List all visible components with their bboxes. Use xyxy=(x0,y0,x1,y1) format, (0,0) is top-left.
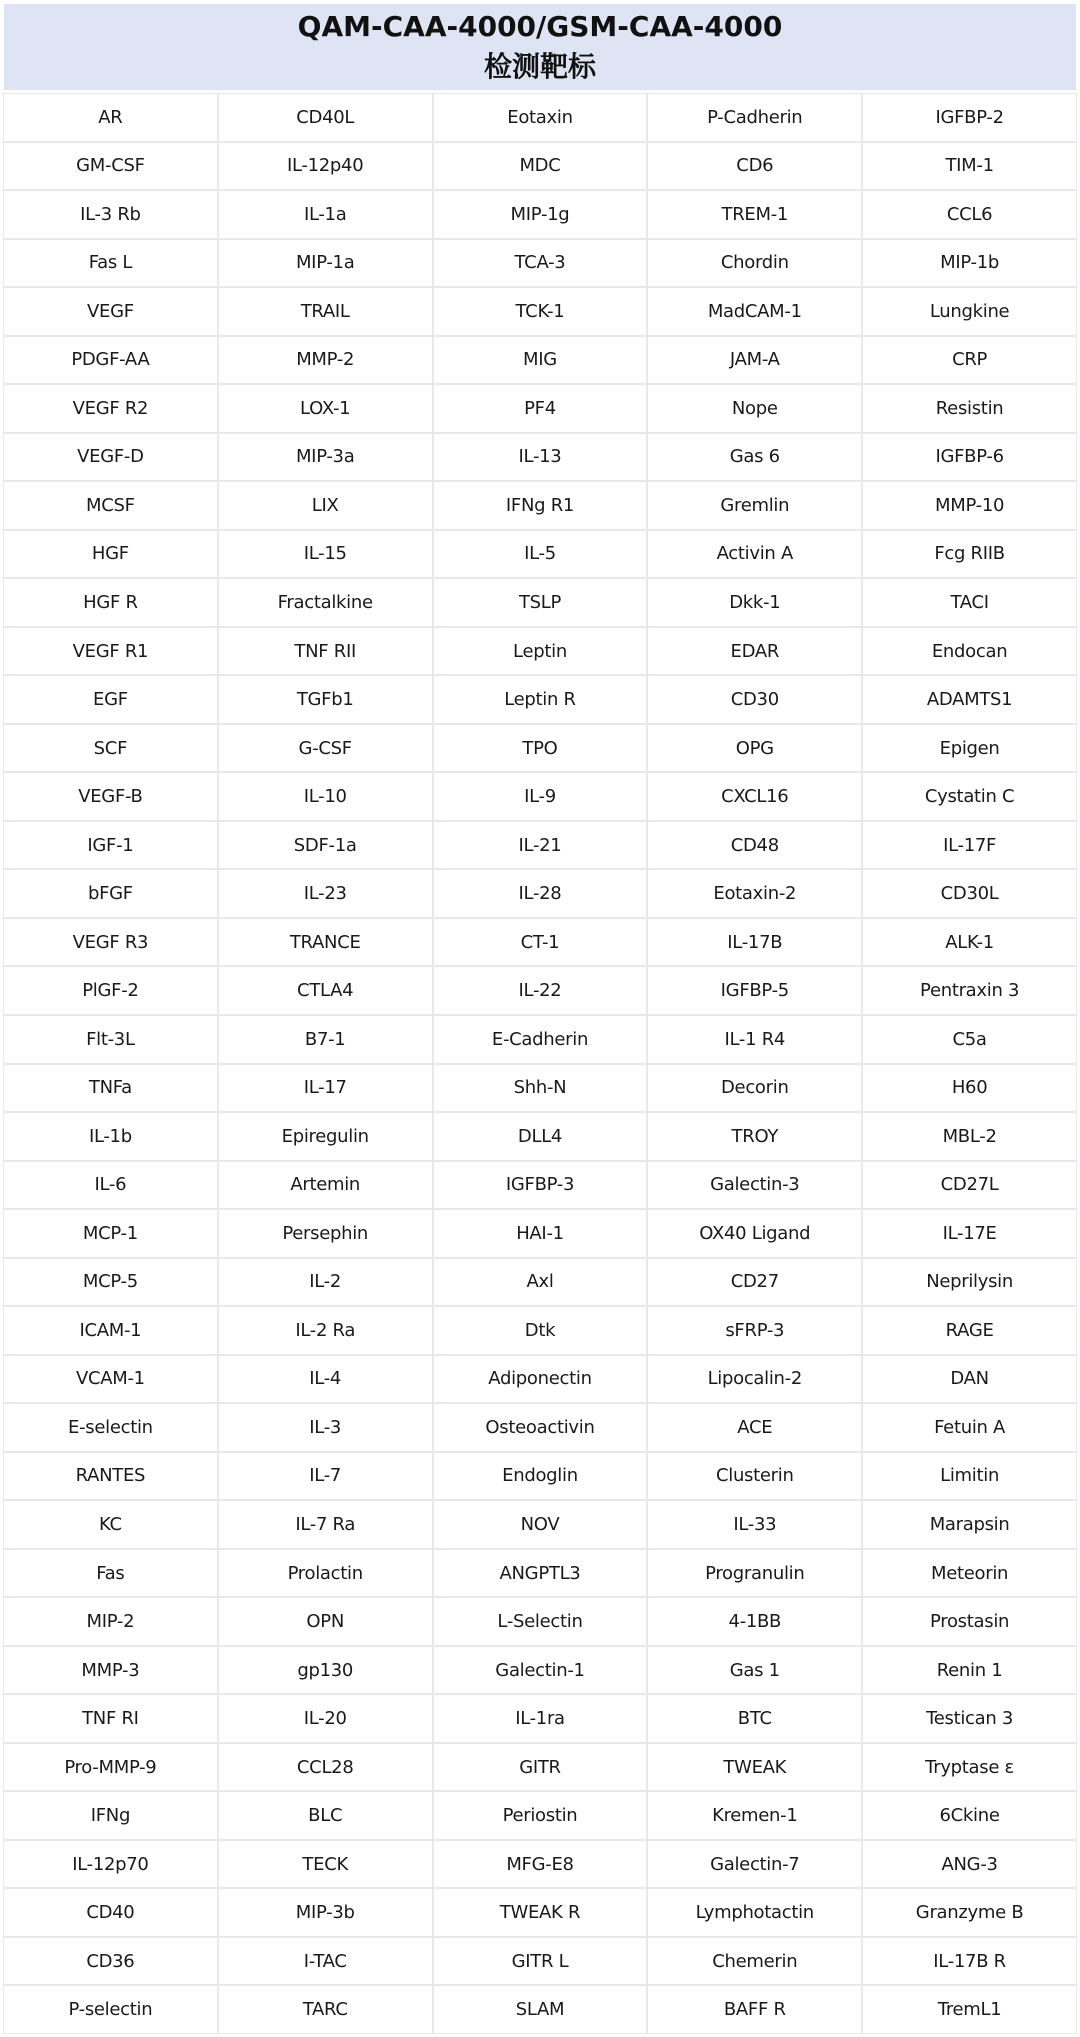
table-header xyxy=(4,4,1076,90)
table-cell: Meteorin xyxy=(863,1550,1076,1597)
table-cell: IL-28 xyxy=(434,870,647,917)
table-cell: Chordin xyxy=(648,240,861,287)
table-cell: IL-15 xyxy=(219,531,432,578)
table-cell: TRAIL xyxy=(219,288,432,335)
table-cell: C5a xyxy=(863,1016,1076,1063)
table-cell: MIP-1g xyxy=(434,191,647,238)
table-cell: Persephin xyxy=(219,1210,432,1257)
table-cell: sFRP-3 xyxy=(648,1307,861,1354)
table-cell: IL-22 xyxy=(434,967,647,1014)
table-cell: Pentraxin 3 xyxy=(863,967,1076,1014)
table-cell: BAFF R xyxy=(648,1986,861,2033)
table-cell: MadCAM-1 xyxy=(648,288,861,335)
table-cell: OPG xyxy=(648,725,861,772)
table-cell: Fas L xyxy=(4,240,217,287)
table-cell: Resistin xyxy=(863,385,1076,432)
table-cell: IGF-1 xyxy=(4,822,217,869)
table-cell: CT-1 xyxy=(434,919,647,966)
table-cell: MBL-2 xyxy=(863,1113,1076,1160)
table-cell: H60 xyxy=(863,1065,1076,1112)
table-cell: Epiregulin xyxy=(219,1113,432,1160)
table-cell: TROY xyxy=(648,1113,861,1160)
table-cell: MMP-2 xyxy=(219,337,432,384)
table-title: QAM-CAA-4000/GSM-CAA-4000 xyxy=(297,10,783,43)
table-cell: Eotaxin xyxy=(434,94,647,141)
table-cell: TCA-3 xyxy=(434,240,647,287)
table-cell: Pro-MMP-9 xyxy=(4,1744,217,1791)
table-cell: ANG-3 xyxy=(863,1841,1076,1888)
table-cell: IL-12p40 xyxy=(219,143,432,190)
table-cell: ACE xyxy=(648,1404,861,1451)
table-cell: IL-17F xyxy=(863,822,1076,869)
table-cell: TREM-1 xyxy=(648,191,861,238)
table-cell: MCP-1 xyxy=(4,1210,217,1257)
table-cell: PDGF-AA xyxy=(4,337,217,384)
table-cell: TIM-1 xyxy=(863,143,1076,190)
table-cell: SLAM xyxy=(434,1986,647,2033)
table-cell: Galectin-1 xyxy=(434,1647,647,1694)
table-cell: Artemin xyxy=(219,1162,432,1209)
table-cell: Progranulin xyxy=(648,1550,861,1597)
table-cell: IGFBP-2 xyxy=(863,94,1076,141)
table-cell: EDAR xyxy=(648,628,861,675)
table-cell: HAI-1 xyxy=(434,1210,647,1257)
table-cell: SDF-1a xyxy=(219,822,432,869)
table-cell: IL-23 xyxy=(219,870,432,917)
table-cell: IL-4 xyxy=(219,1356,432,1403)
table-cell: IL-10 xyxy=(219,773,432,820)
table-cell: OPN xyxy=(219,1598,432,1645)
table-cell: CD6 xyxy=(648,143,861,190)
table-cell: DAN xyxy=(863,1356,1076,1403)
table-cell: Adiponectin xyxy=(434,1356,647,1403)
table-cell: P-selectin xyxy=(4,1986,217,2033)
table-cell: IL-12p70 xyxy=(4,1841,217,1888)
table-cell: JAM-A xyxy=(648,337,861,384)
table-cell: 4-1BB xyxy=(648,1598,861,1645)
table-cell: CTLA4 xyxy=(219,967,432,1014)
table-cell: P-Cadherin xyxy=(648,94,861,141)
table-cell: bFGF xyxy=(4,870,217,917)
table-cell: Lungkine xyxy=(863,288,1076,335)
table-cell: CCL28 xyxy=(219,1744,432,1791)
table-cell: Nope xyxy=(648,385,861,432)
table-cell: CD36 xyxy=(4,1938,217,1985)
table-cell: IL-20 xyxy=(219,1695,432,1742)
table-cell: CRP xyxy=(863,337,1076,384)
table-cell: IL-9 xyxy=(434,773,647,820)
table-cell: MIP-3b xyxy=(219,1889,432,1936)
table-cell: Shh-N xyxy=(434,1065,647,1112)
table-cell: Gas 6 xyxy=(648,434,861,481)
table-cell: TACI xyxy=(863,579,1076,626)
table-cell: Cystatin C xyxy=(863,773,1076,820)
table-cell: OX40 Ligand xyxy=(648,1210,861,1257)
table-cell: ADAMTS1 xyxy=(863,676,1076,723)
table-cell: MMP-10 xyxy=(863,482,1076,529)
table-cell: IFNg R1 xyxy=(434,482,647,529)
table-cell: CXCL16 xyxy=(648,773,861,820)
table-cell: IGFBP-6 xyxy=(863,434,1076,481)
table-cell: Periostin xyxy=(434,1792,647,1839)
table-cell: TCK-1 xyxy=(434,288,647,335)
table-cell: TGFb1 xyxy=(219,676,432,723)
table-cell: E-Cadherin xyxy=(434,1016,647,1063)
table-cell: IL-33 xyxy=(648,1501,861,1548)
table-cell: MIP-3a xyxy=(219,434,432,481)
table-cell: gp130 xyxy=(219,1647,432,1694)
table-cell: Galectin-7 xyxy=(648,1841,861,1888)
table-cell: E-selectin xyxy=(4,1404,217,1451)
table-cell: IL-3 Rb xyxy=(4,191,217,238)
table-cell: HGF xyxy=(4,531,217,578)
table-cell: BLC xyxy=(219,1792,432,1839)
table-cell: Gremlin xyxy=(648,482,861,529)
table-cell: VEGF-B xyxy=(4,773,217,820)
table-cell: Marapsin xyxy=(863,1501,1076,1548)
table-cell: ALK-1 xyxy=(863,919,1076,966)
table-cell: BTC xyxy=(648,1695,861,1742)
table-cell: 6Ckine xyxy=(863,1792,1076,1839)
table-cell: LOX-1 xyxy=(219,385,432,432)
table-cell: Dtk xyxy=(434,1307,647,1354)
table-cell: IL-17 xyxy=(219,1065,432,1112)
table-cell: Endocan xyxy=(863,628,1076,675)
table-cell: Leptin R xyxy=(434,676,647,723)
table-cell: DLL4 xyxy=(434,1113,647,1160)
table-cell: Activin A xyxy=(648,531,861,578)
table-cell: MIP-1b xyxy=(863,240,1076,287)
table-cell: VEGF R3 xyxy=(4,919,217,966)
table-cell: TWEAK xyxy=(648,1744,861,1791)
table-cell: IL-2 Ra xyxy=(219,1307,432,1354)
table-cell: IL-1 R4 xyxy=(648,1016,861,1063)
table-cell: NOV xyxy=(434,1501,647,1548)
table-cell: CD40 xyxy=(4,1889,217,1936)
table-cell: ANGPTL3 xyxy=(434,1550,647,1597)
table-cell: IL-2 xyxy=(219,1259,432,1306)
table-cell: IL-1b xyxy=(4,1113,217,1160)
table-cell: IL-1ra xyxy=(434,1695,647,1742)
table-cell: Fcg RIIB xyxy=(863,531,1076,578)
table-cell: B7-1 xyxy=(219,1016,432,1063)
table-cell: GITR L xyxy=(434,1938,647,1985)
table-cell: PF4 xyxy=(434,385,647,432)
table-cell: Tryptase ε xyxy=(863,1744,1076,1791)
table-cell: IL-17B R xyxy=(863,1938,1076,1985)
table-cell: IL-13 xyxy=(434,434,647,481)
table-cell: TNF RII xyxy=(219,628,432,675)
table-cell: LIX xyxy=(219,482,432,529)
table-cell: IL-6 xyxy=(4,1162,217,1209)
table-cell: SCF xyxy=(4,725,217,772)
table-cell: Kremen-1 xyxy=(648,1792,861,1839)
table-cell: TARC xyxy=(219,1986,432,2033)
table-cell: IGFBP-3 xyxy=(434,1162,647,1209)
table-cell: MDC xyxy=(434,143,647,190)
table-cell: IL-21 xyxy=(434,822,647,869)
table-cell: VEGF xyxy=(4,288,217,335)
table-cell: MMP-3 xyxy=(4,1647,217,1694)
target-grid xyxy=(4,94,1076,2033)
table-cell: IL-7 xyxy=(219,1453,432,1500)
table-cell: IFNg xyxy=(4,1792,217,1839)
table-cell: Epigen xyxy=(863,725,1076,772)
table-cell: VEGF R2 xyxy=(4,385,217,432)
table-cell: Lipocalin-2 xyxy=(648,1356,861,1403)
table-cell: CD48 xyxy=(648,822,861,869)
table-cell: CD40L xyxy=(219,94,432,141)
table-cell: MCP-5 xyxy=(4,1259,217,1306)
table-cell: RAGE xyxy=(863,1307,1076,1354)
table-cell: Flt-3L xyxy=(4,1016,217,1063)
table-cell: CD30 xyxy=(648,676,861,723)
table-cell: IL-3 xyxy=(219,1404,432,1451)
table-cell: IL-17E xyxy=(863,1210,1076,1257)
table-cell: Fractalkine xyxy=(219,579,432,626)
table-cell: IL-5 xyxy=(434,531,647,578)
table-subtitle: 检测靶标 xyxy=(483,50,596,83)
table-cell: TremL1 xyxy=(863,1986,1076,2033)
table-cell: Galectin-3 xyxy=(648,1162,861,1209)
table-cell: TRANCE xyxy=(219,919,432,966)
table-cell: Gas 1 xyxy=(648,1647,861,1694)
table-cell: Granzyme B xyxy=(863,1889,1076,1936)
table-cell: IL-1a xyxy=(219,191,432,238)
table-cell: VCAM-1 xyxy=(4,1356,217,1403)
table-cell: Decorin xyxy=(648,1065,861,1112)
table-cell: Prostasin xyxy=(863,1598,1076,1645)
table-cell: MFG-E8 xyxy=(434,1841,647,1888)
table-cell: VEGF-D xyxy=(4,434,217,481)
table-cell: RANTES xyxy=(4,1453,217,1500)
table-cell: TECK xyxy=(219,1841,432,1888)
table-cell: AR xyxy=(4,94,217,141)
table-cell: L-Selectin xyxy=(434,1598,647,1645)
table-cell: I-TAC xyxy=(219,1938,432,1985)
table-cell: Renin 1 xyxy=(863,1647,1076,1694)
table-cell: Clusterin xyxy=(648,1453,861,1500)
table-cell: MIP-2 xyxy=(4,1598,217,1645)
table-cell: Fetuin A xyxy=(863,1404,1076,1451)
table-cell: Prolactin xyxy=(219,1550,432,1597)
table-cell: G-CSF xyxy=(219,725,432,772)
table-cell: Limitin xyxy=(863,1453,1076,1500)
table-cell: ICAM-1 xyxy=(4,1307,217,1354)
table-cell: Fas xyxy=(4,1550,217,1597)
table-cell: TWEAK R xyxy=(434,1889,647,1936)
table-cell: Leptin xyxy=(434,628,647,675)
table-cell: Neprilysin xyxy=(863,1259,1076,1306)
table-cell: HGF R xyxy=(4,579,217,626)
table-cell: TNF RI xyxy=(4,1695,217,1742)
table-cell: TNFa xyxy=(4,1065,217,1112)
table-cell: Eotaxin-2 xyxy=(648,870,861,917)
table-cell: CCL6 xyxy=(863,191,1076,238)
table-cell: MCSF xyxy=(4,482,217,529)
table-cell: TPO xyxy=(434,725,647,772)
table-cell: Chemerin xyxy=(648,1938,861,1985)
table-cell: Lymphotactin xyxy=(648,1889,861,1936)
table-cell: Testican 3 xyxy=(863,1695,1076,1742)
table-cell: CD27L xyxy=(863,1162,1076,1209)
table-cell: MIP-1a xyxy=(219,240,432,287)
table-cell: GITR xyxy=(434,1744,647,1791)
table-cell: Dkk-1 xyxy=(648,579,861,626)
table-cell: CD27 xyxy=(648,1259,861,1306)
table-cell: IL-7 Ra xyxy=(219,1501,432,1548)
table-cell: CD30L xyxy=(863,870,1076,917)
table-cell: IGFBP-5 xyxy=(648,967,861,1014)
table-cell: Endoglin xyxy=(434,1453,647,1500)
table-cell: KC xyxy=(4,1501,217,1548)
table-cell: VEGF R1 xyxy=(4,628,217,675)
table-cell: IL-17B xyxy=(648,919,861,966)
table-cell: TSLP xyxy=(434,579,647,626)
table-cell: Axl xyxy=(434,1259,647,1306)
table-cell: PlGF-2 xyxy=(4,967,217,1014)
table-cell: Osteoactivin xyxy=(434,1404,647,1451)
table-cell: EGF xyxy=(4,676,217,723)
table-cell: MIG xyxy=(434,337,647,384)
table-cell: GM-CSF xyxy=(4,143,217,190)
